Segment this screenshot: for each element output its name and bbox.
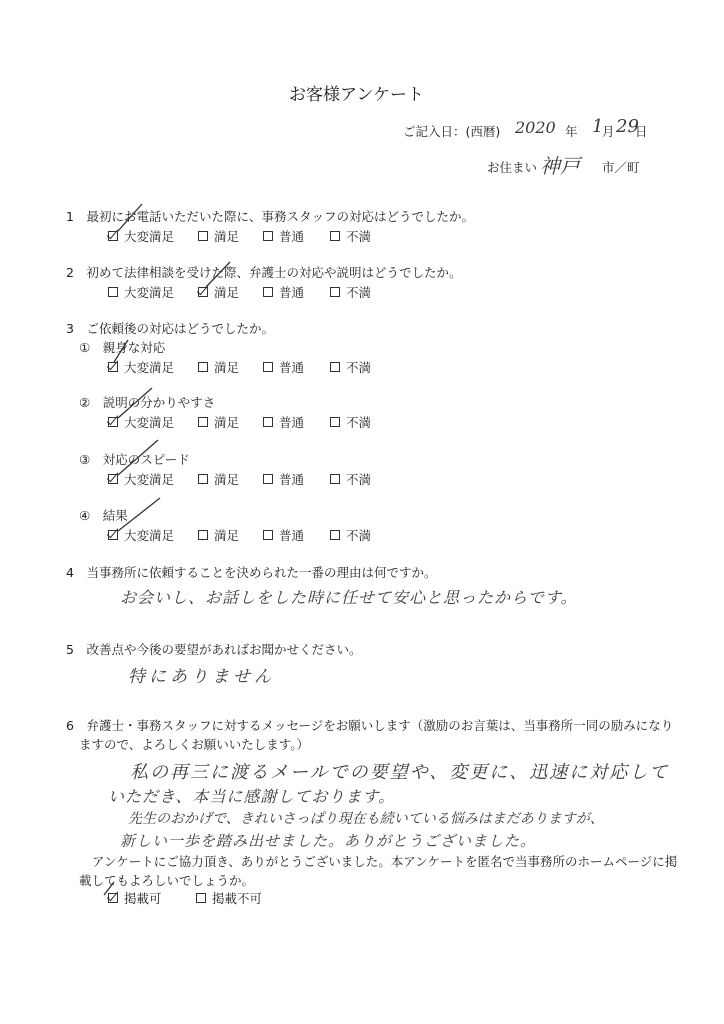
date-year-unit: 年 <box>565 124 578 139</box>
q3-3-option-1[interactable]: 大変満足 <box>108 470 198 488</box>
q2-option-1[interactable]: 大変満足 <box>108 283 198 301</box>
q3-2-option-1[interactable]: 大変満足 <box>108 413 198 431</box>
q3-sub-1-label: ① 親身な対応 <box>79 340 166 355</box>
q3-1-option-4[interactable]: 不満 <box>330 358 371 376</box>
page-title: お客様アンケート <box>289 85 424 105</box>
q5-answer: 特にありません <box>128 667 275 687</box>
q2-option-3[interactable]: 普通 <box>263 283 330 301</box>
q3-3-option-4[interactable]: 不満 <box>330 470 371 488</box>
q1-option-4[interactable]: 不満 <box>330 227 371 245</box>
date-label: ご記入日：(西暦) <box>403 124 501 139</box>
q3-sub-4-label: ④ 結果 <box>79 508 128 523</box>
question-1: 1 最初にお電話いただいた際に、事務スタッフの対応はどうでしたか。 <box>66 209 474 224</box>
q6-answer-line-4: 新しい一歩を踏み出せました。ありがとうございました。 <box>120 832 537 850</box>
q3-2-option-4[interactable]: 不満 <box>330 413 371 431</box>
q2-option-4[interactable]: 不満 <box>330 283 371 301</box>
publish-yes[interactable]: 掲載可 <box>108 889 196 907</box>
q4-answer: お会いし、お話しをした時に任せて安心と思ったからです。 <box>120 588 578 607</box>
question-2: 2 初めて法律相談を受けた際、弁護士の対応や説明はどうでしたか。 <box>66 265 462 280</box>
date-month: 1 <box>592 116 604 137</box>
date-day: 29 <box>616 116 639 137</box>
q1-option-2[interactable]: 満足 <box>198 227 263 245</box>
date-year: 2020 <box>515 118 556 137</box>
footer-line-2: 載してもよろしいでしょうか。 <box>79 873 255 888</box>
question-6-line-1: 6 弁護士・事務スタッフに対するメッセージをお願いします（激励のお言葉は、当事務所一同の励みになり <box>66 718 674 733</box>
q3-1-option-2[interactable]: 満足 <box>198 358 263 376</box>
address-suffix: 市／町 <box>602 160 640 175</box>
publish-no[interactable]: 掲載不可 <box>196 889 262 907</box>
q6-answer-line-3: 先生のおかげで、きれいさっぱり現在も続いている悩みはまだありますが、 <box>128 811 604 827</box>
q3-3-option-2[interactable]: 満足 <box>198 470 263 488</box>
address-value: 神戸 <box>540 154 580 178</box>
q3-sub-2-label: ② 説明の分かりやすさ <box>79 395 216 410</box>
q3-4-option-1[interactable]: 大変満足 <box>108 526 198 544</box>
q6-answer-line-2: いただき、本当に感謝しております。 <box>108 787 396 806</box>
q3-4-option-2[interactable]: 満足 <box>198 526 263 544</box>
q3-2-option-3[interactable]: 普通 <box>263 413 330 431</box>
q3-4-option-3[interactable]: 普通 <box>263 526 330 544</box>
q6-answer-line-1: 私の再三に渡るメールでの要望や、変更に、迅速に対応して <box>130 762 670 783</box>
q3-3-option-3[interactable]: 普通 <box>263 470 330 488</box>
q3-sub-3-label: ③ 対応のスピード <box>79 452 190 467</box>
q2-option-2[interactable]: 満足 <box>198 283 263 301</box>
question-6-line-2: ますので、よろしくお願いいたします。） <box>79 737 310 752</box>
date-day-unit: 日 <box>635 124 648 139</box>
q1-option-3[interactable]: 普通 <box>263 227 330 245</box>
q1-option-1[interactable]: 大変満足 <box>108 227 198 245</box>
q3-2-option-2[interactable]: 満足 <box>198 413 263 431</box>
q3-1-option-1[interactable]: 大変満足 <box>108 358 198 376</box>
question-4: 4 当事務所に依頼することを決められた一番の理由は何ですか。 <box>66 565 437 580</box>
question-5: 5 改善点や今後の要望があればお聞かせください。 <box>66 642 362 657</box>
date-month-unit: 月 <box>602 124 615 139</box>
question-3: 3 ご依頼後の対応はどうでしたか。 <box>66 321 274 336</box>
q3-4-option-4[interactable]: 不満 <box>330 526 371 544</box>
address-label: お住まい <box>487 160 538 175</box>
footer-line-1: アンケートにご協力頂き、ありがとうございました。本アンケートを匿名で当事務所のホームページに掲 <box>92 854 678 869</box>
q3-1-option-3[interactable]: 普通 <box>263 358 330 376</box>
